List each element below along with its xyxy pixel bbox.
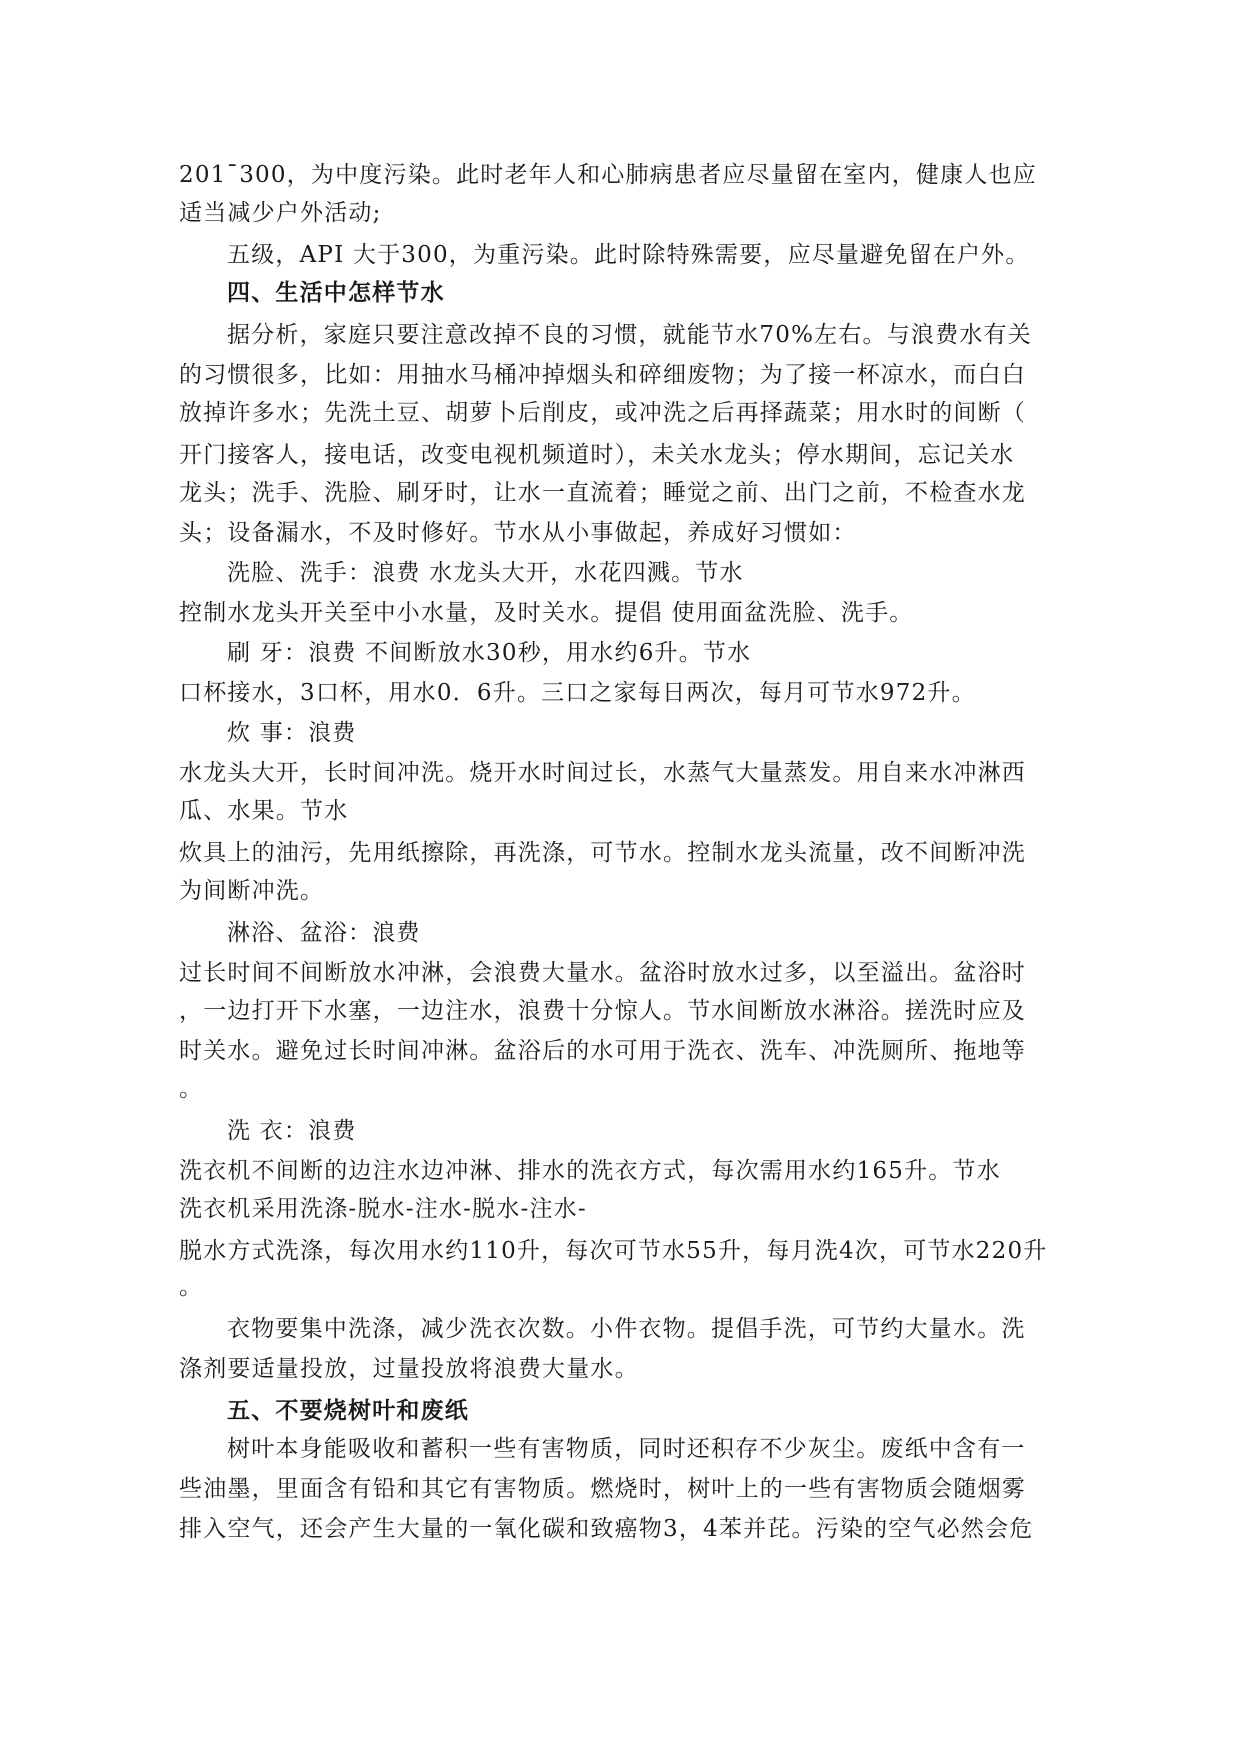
paragraph-line: 适当减少户外活动; — [179, 200, 382, 226]
paragraph-line: 据分析，家庭只要注意改掉不良的习惯，就能节水70%左右。与浪费水有关 — [227, 322, 1032, 348]
paragraph-line: 龙头；洗手、洗脸、刷牙时，让水一直流着；睡觉之前、出门之前，不检查水龙 — [179, 480, 1026, 506]
paragraph-line: 口杯接水，3口杯，用水0．6升。三口之家每日两次，每月可节水972升。 — [179, 680, 976, 706]
paragraph-line: 的习惯很多，比如：用抽水马桶冲掉烟头和碎细废物；为了接一杯凉水，而白白 — [179, 362, 1026, 388]
paragraph-line: 洗衣机不间断的边注水边冲淋、排水的洗衣方式，每次需用水约165升。节水 — [179, 1158, 1001, 1184]
paragraph-line: 洗 衣：浪费 — [227, 1118, 357, 1144]
paragraph-line: 排入空气，还会产生大量的一氧化碳和致癌物3，4苯并芘。污染的空气必然会危 — [179, 1516, 1034, 1542]
paragraph-line: 。 — [179, 1274, 204, 1300]
paragraph-line: 五级，API 大于300，为重污染。此时除特殊需要，应尽量避免留在户外。 — [227, 242, 1030, 268]
paragraph-line: 水龙头大开，长时间冲洗。烧开水时间过长，水蒸气大量蒸发。用自来水冲淋西 — [179, 760, 1026, 786]
section-heading: 五、不要烧树叶和废纸 — [227, 1397, 469, 1424]
paragraph-line: ，一边打开下水塞，一边注水，浪费十分惊人。节水间断放水淋浴。搓洗时应及 — [179, 998, 1026, 1024]
paragraph-line: 洗脸、洗手：浪费 水龙头大开，水花四溅。节水 — [227, 560, 744, 586]
paragraph-line: 201¯300，为中度污染。此时老年人和心肺病患者应尽量留在室内，健康人也应 — [179, 162, 1037, 188]
paragraph-line: 炊具上的油污，先用纸擦除，再洗涤，可节水。控制水龙头流量，改不间断冲洗 — [179, 840, 1026, 866]
paragraph-line: 时关水。避免过长时间冲淋。盆浴后的水可用于洗衣、洗车、冲洗厕所、拖地等 — [179, 1038, 1026, 1064]
paragraph-line: 衣物要集中洗涤，减少洗衣次数。小件衣物。提倡手洗，可节约大量水。洗 — [227, 1316, 1026, 1342]
paragraph-line: 脱水方式洗涤，每次用水约110升，每次可节水55升，每月洗4次，可节水220升 — [179, 1238, 1048, 1264]
paragraph-line: 涤剂要适量投放，过量投放将浪费大量水。 — [179, 1356, 639, 1382]
paragraph-line: 过长时间不间断放水冲淋，会浪费大量水。盆浴时放水过多，以至溢出。盆浴时 — [179, 960, 1026, 986]
paragraph-line: 刷 牙：浪费 不间断放水30秒，用水约6升。节水 — [227, 640, 752, 666]
paragraph-line: 炊 事：浪费 — [227, 720, 357, 746]
paragraph-line: 些油墨，里面含有铅和其它有害物质。燃烧时，树叶上的一些有害物质会随烟雾 — [179, 1476, 1026, 1502]
paragraph-line: 淋浴、盆浴：浪费 — [227, 920, 421, 946]
paragraph-line: 开门接客人，接电话，改变电视机频道时），未关水龙头；停水期间，忘记关水 — [179, 442, 1015, 468]
paragraph-line: 为间断冲洗。 — [179, 878, 325, 904]
section-heading: 四、生活中怎样节水 — [227, 279, 445, 306]
paragraph-line: 。 — [179, 1076, 204, 1102]
paragraph-line: 树叶本身能吸收和蓄积一些有害物质，同时还积存不少灰尘。废纸中含有一 — [227, 1436, 1026, 1462]
paragraph-line: 洗衣机采用洗涤-脱水-注水-脱水-注水- — [179, 1196, 587, 1222]
paragraph-line: 瓜、水果。节水 — [179, 798, 349, 824]
paragraph-line: 头；设备漏水，不及时修好。节水从小事做起，养成好习惯如： — [179, 520, 857, 546]
paragraph-line: 放掉许多水；先洗土豆、胡萝卜后削皮，或冲洗之后再择蔬菜；用水时的间断（ — [179, 400, 1026, 426]
paragraph-line: 控制水龙头开关至中小水量，及时关水。提倡 使用面盆洗脸、洗手。 — [179, 600, 914, 626]
